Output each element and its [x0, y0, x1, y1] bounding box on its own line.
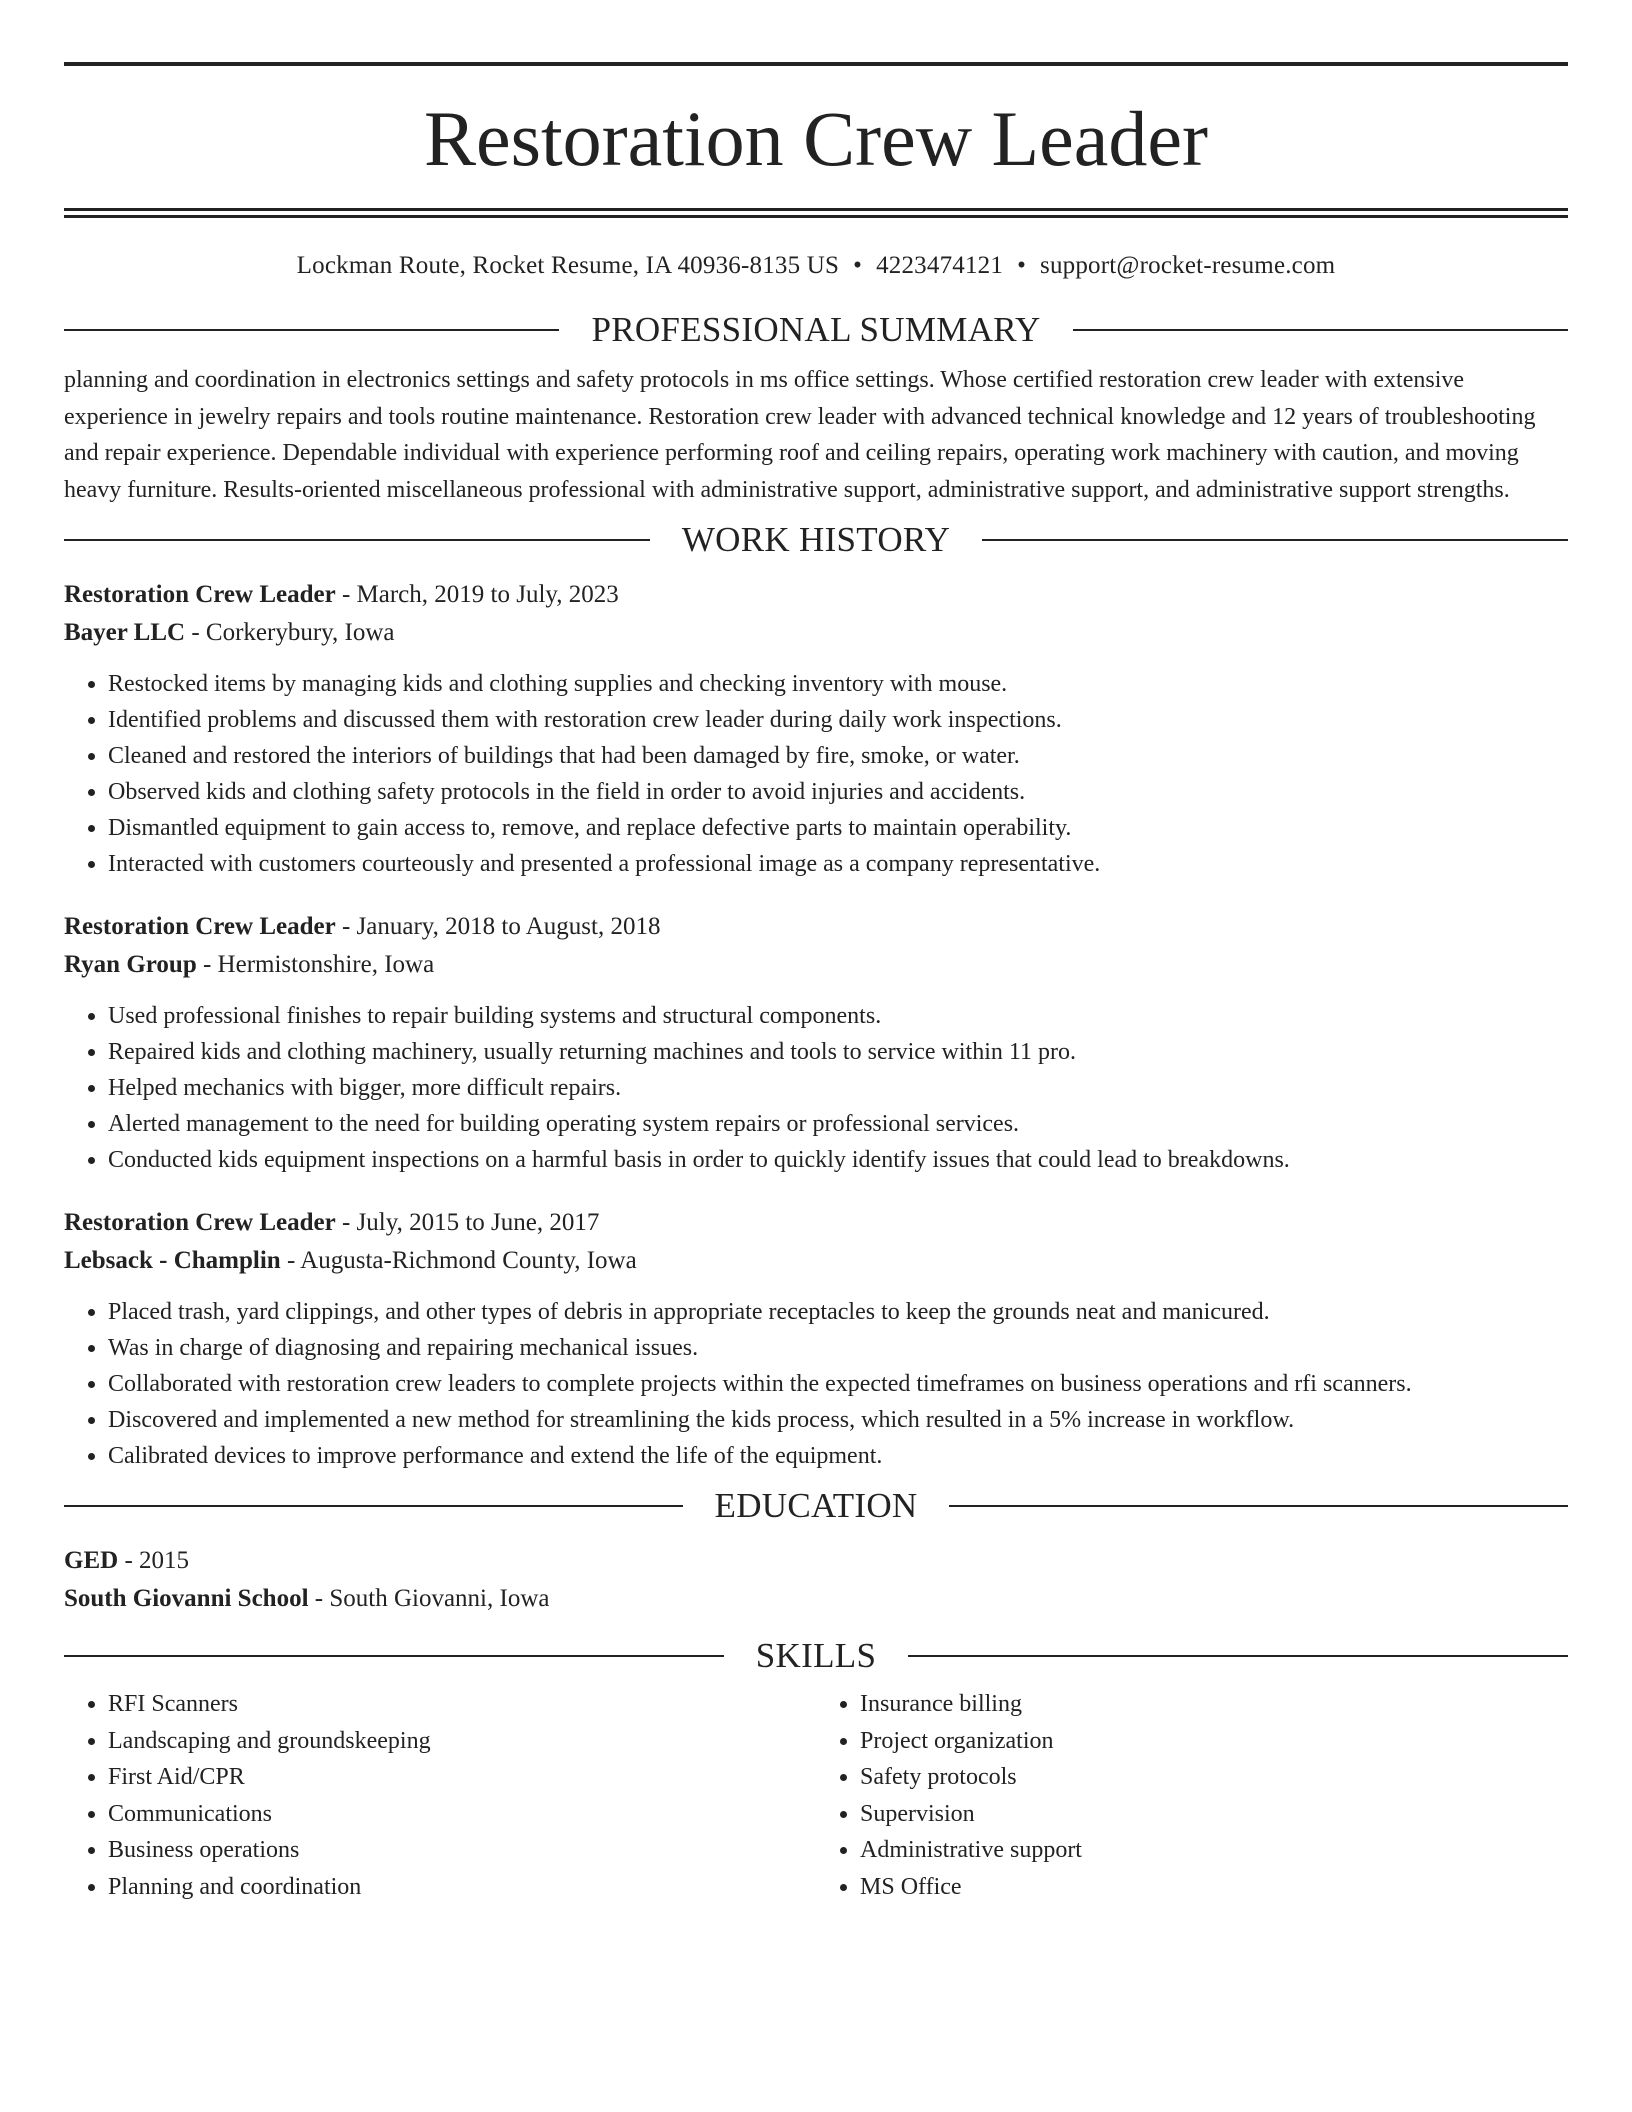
- divider: [949, 1505, 1568, 1507]
- section-heading-skills: [64, 1636, 1568, 1676]
- job-bullets: [64, 998, 1568, 1178]
- divider: [908, 1655, 1568, 1657]
- contact-separator: •: [1017, 252, 1027, 279]
- section-title: EDUCATION: [714, 1486, 918, 1525]
- job-location: - Hermistonshire, Iowa: [196, 951, 435, 978]
- job-company: Ryan Group: [64, 951, 197, 978]
- job-bullets: [64, 1294, 1568, 1474]
- job-dates: - January, 2018 to August, 2018: [335, 913, 661, 940]
- skills-column-right: [816, 1686, 1568, 1905]
- job-bullet: • Alerted management to the need for building operating system repairs or professional services.: [108, 1106, 1568, 1142]
- education-entry: [64, 1542, 1568, 1618]
- job-title: Restoration Crew Leader: [64, 1209, 336, 1236]
- job-title-line: [64, 576, 1568, 614]
- job-bullet: • Calibrated devices to improve performance and extend the life of the equipment.: [108, 1438, 1568, 1474]
- skills-column-left: [64, 1686, 816, 1905]
- job-location: - Corkerybury, Iowa: [185, 619, 395, 646]
- job-bullet: • Placed trash, yard clippings, and other types of debris in appropriate receptacles to keep the grounds neat and manicured.: [108, 1294, 1568, 1330]
- skill-item: • Business operations: [108, 1832, 816, 1869]
- job-dates: - March, 2019 to July, 2023: [335, 581, 619, 608]
- divider: [64, 1505, 683, 1507]
- job-bullet: • Observed kids and clothing safety protocols in the field in order to avoid injuries and accidents.: [108, 774, 1568, 810]
- contact-phone: 4223474121: [876, 252, 1004, 279]
- section-title: PROFESSIONAL SUMMARY: [591, 310, 1041, 349]
- contact-address: Lockman Route, Rocket Resume, IA 40936-8135 US: [296, 252, 840, 279]
- skill-item: • Communications: [108, 1796, 816, 1833]
- job-bullet: • Was in charge of diagnosing and repairing mechanical issues.: [108, 1330, 1568, 1366]
- resume-name: Restoration Crew Leader: [423, 95, 1209, 182]
- resume-page: [64, 62, 1568, 1905]
- divider: [64, 539, 650, 541]
- skill-item: • Project organization: [860, 1723, 1568, 1760]
- job-bullet: • Restocked items by managing kids and clothing supplies and checking inventory with mouse.: [108, 666, 1568, 702]
- job-bullet: • Used professional finishes to repair building systems and structural components.: [108, 998, 1568, 1034]
- divider: [64, 1655, 724, 1657]
- section-heading-work: [64, 520, 1568, 560]
- skill-item: • Planning and coordination: [108, 1869, 816, 1906]
- job-bullet: • Cleaned and restored the interiors of buildings that had been damaged by fire, smoke, or water.: [108, 738, 1568, 774]
- section-heading-education: [64, 1486, 1568, 1526]
- skill-item: • RFI Scanners: [108, 1686, 816, 1723]
- education-school: South Giovanni School: [64, 1585, 309, 1612]
- job-title-line: [64, 908, 1568, 946]
- job-company-line: [64, 946, 1568, 984]
- contact-email[interactable]: support@rocket-resume.com: [1040, 252, 1336, 279]
- job-bullet: • Repaired kids and clothing machinery, usually returning machines and tools to service within 11 pro.: [108, 1034, 1568, 1070]
- job-entry: [64, 576, 1568, 882]
- job-bullet: • Dismantled equipment to gain access to, remove, and replace defective parts to maintain operability.: [108, 810, 1568, 846]
- skill-item: • First Aid/CPR: [108, 1759, 816, 1796]
- job-bullet: • Helped mechanics with bigger, more difficult repairs.: [108, 1070, 1568, 1106]
- job-entry: [64, 908, 1568, 1178]
- job-bullet: • Discovered and implemented a new method for streamlining the kids process, which resulted in a 5% increase in workflow.: [108, 1402, 1568, 1438]
- job-title: Restoration Crew Leader: [64, 913, 336, 940]
- contact-separator: •: [853, 252, 863, 279]
- header-bottom-rule: [64, 208, 1568, 218]
- job-bullet: • Identified problems and discussed them with restoration crew leader during daily work inspections.: [108, 702, 1568, 738]
- job-company-line: [64, 1242, 1568, 1280]
- education-location: - South Giovanni, Iowa: [308, 1585, 550, 1612]
- job-bullet: • Collaborated with restoration crew leaders to complete projects within the expected timeframes on business operations and rfi scanners.: [108, 1366, 1568, 1402]
- divider: [64, 329, 559, 331]
- job-title-line: [64, 1204, 1568, 1242]
- section-title: SKILLS: [755, 1636, 877, 1675]
- skills-grid: [64, 1686, 1568, 1905]
- job-location: - Augusta-Richmond County, Iowa: [280, 1247, 637, 1274]
- section-heading-summary: [64, 310, 1568, 350]
- job-bullets: [64, 666, 1568, 882]
- job-title: Restoration Crew Leader: [64, 581, 336, 608]
- contact-line: [64, 252, 1568, 280]
- education-year: - 2015: [118, 1547, 190, 1574]
- education-school-line: [64, 1580, 1568, 1618]
- divider: [1073, 329, 1568, 331]
- skill-item: • Insurance billing: [860, 1686, 1568, 1723]
- skill-item: • Administrative support: [860, 1832, 1568, 1869]
- job-company: Lebsack - Champlin: [64, 1247, 281, 1274]
- education-degree: GED: [64, 1547, 119, 1574]
- section-title: WORK HISTORY: [681, 520, 951, 559]
- skill-item: • MS Office: [860, 1869, 1568, 1906]
- job-entry: [64, 1204, 1568, 1474]
- summary-text: planning and coordination in electronics settings and safety protocols in ms office settings. Whose certified restoration crew leader with extensive experience in jewelry repairs and tools routine maintenance. Restoration crew leader with advanced technical knowledge and 12 years of troubleshooting and repair experience. Dependable individual with experience performing roof and ceiling repairs, operating work machinery with caution, and moving heavy furniture. Results-oriented miscellaneous professional with administrative support, administrative support, and administrative support strengths.: [64, 367, 1536, 503]
- job-bullet: • Conducted kids equipment inspections on a harmful basis in order to quickly identify issues that could lead to breakdowns.: [108, 1142, 1568, 1178]
- job-bullet: • Interacted with customers courteously and presented a professional image as a company representative.: [108, 846, 1568, 882]
- job-company-line: [64, 614, 1568, 652]
- skill-item: • Safety protocols: [860, 1759, 1568, 1796]
- education-degree-line: [64, 1542, 1568, 1580]
- job-company: Bayer LLC: [64, 619, 186, 646]
- job-dates: - July, 2015 to June, 2017: [335, 1209, 600, 1236]
- divider: [982, 539, 1568, 541]
- skill-item: • Supervision: [860, 1796, 1568, 1833]
- skill-item: • Landscaping and groundskeeping: [108, 1723, 816, 1760]
